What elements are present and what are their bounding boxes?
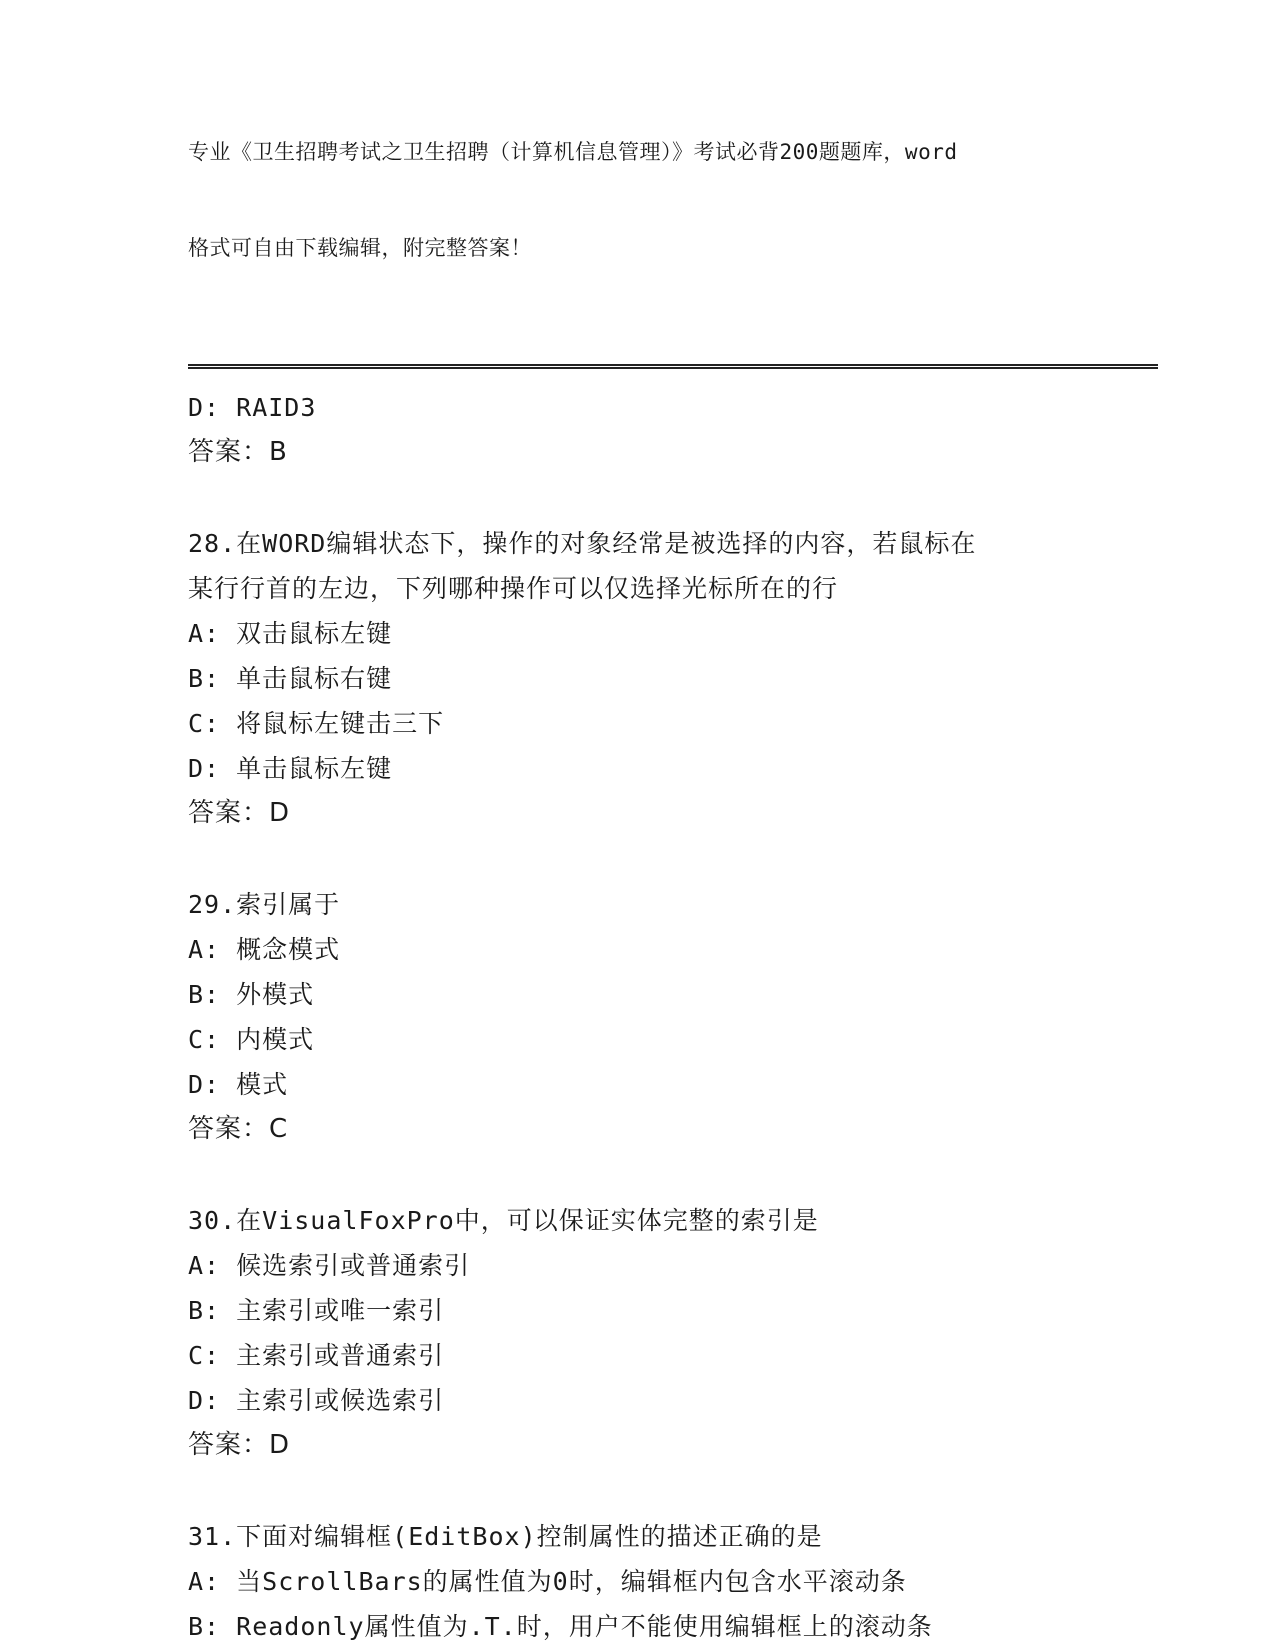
option-d: D: 主索引或候选索引 — [188, 1386, 445, 1415]
answer: 答案：B — [188, 437, 288, 467]
option-c: C: 内模式 — [188, 1025, 315, 1054]
option-a: A: 当ScrollBars的属性值为0时，编辑框内包含水平滚动条 — [188, 1567, 907, 1596]
option-b: B: 单击鼠标右键 — [188, 664, 393, 693]
option-c: C: 主索引或普通索引 — [188, 1341, 445, 1370]
answer: 答案：D — [188, 1430, 291, 1460]
option-c: C: 将鼠标左键击三下 — [188, 709, 445, 738]
document-header — [188, 72, 1158, 328]
document-page — [188, 72, 1158, 1649]
option-b: B: 外模式 — [188, 980, 315, 1009]
question-stem-continued: 某行行首的左边，下列哪种操作可以仅选择光标所在的行 — [188, 574, 839, 603]
option-a: A: 候选索引或普通索引 — [188, 1251, 471, 1280]
question-stem: 30.在VisualFoxPro中，可以保证实体完整的索引是 — [188, 1206, 819, 1235]
question-content — [188, 385, 1158, 1649]
spacer — [188, 475, 1158, 521]
option-b: B: Readonly属性值为.T.时，用户不能使用编辑框上的滚动条 — [188, 1612, 933, 1641]
question-stem: 31.下面对编辑框(EditBox)控制属性的描述正确的是 — [188, 1522, 823, 1551]
spacer — [188, 1468, 1158, 1514]
option-d: D: RAID3 — [188, 393, 317, 422]
option-b: B: 主索引或唯一索引 — [188, 1296, 445, 1325]
header-line-1: 专业《卫生招聘考试之卫生招聘（计算机信息管理）》考试必背200题题库，word — [188, 140, 958, 164]
question-stem: 29.索引属于 — [188, 890, 341, 919]
option-a: A: 概念模式 — [188, 935, 341, 964]
question-stem: 28.在WORD编辑状态下，操作的对象经常是被选择的内容，若鼠标在 — [188, 529, 977, 558]
header-divider — [188, 364, 1158, 369]
answer: 答案：D — [188, 798, 291, 828]
answer: 答案：C — [188, 1114, 289, 1144]
option-d: D: 模式 — [188, 1070, 289, 1099]
spacer — [188, 1152, 1158, 1198]
spacer — [188, 836, 1158, 882]
option-d: D: 单击鼠标左键 — [188, 754, 393, 783]
header-line-2: 格式可自由下载编辑，附完整答案！ — [188, 236, 532, 260]
option-a: A: 双击鼠标左键 — [188, 619, 393, 648]
